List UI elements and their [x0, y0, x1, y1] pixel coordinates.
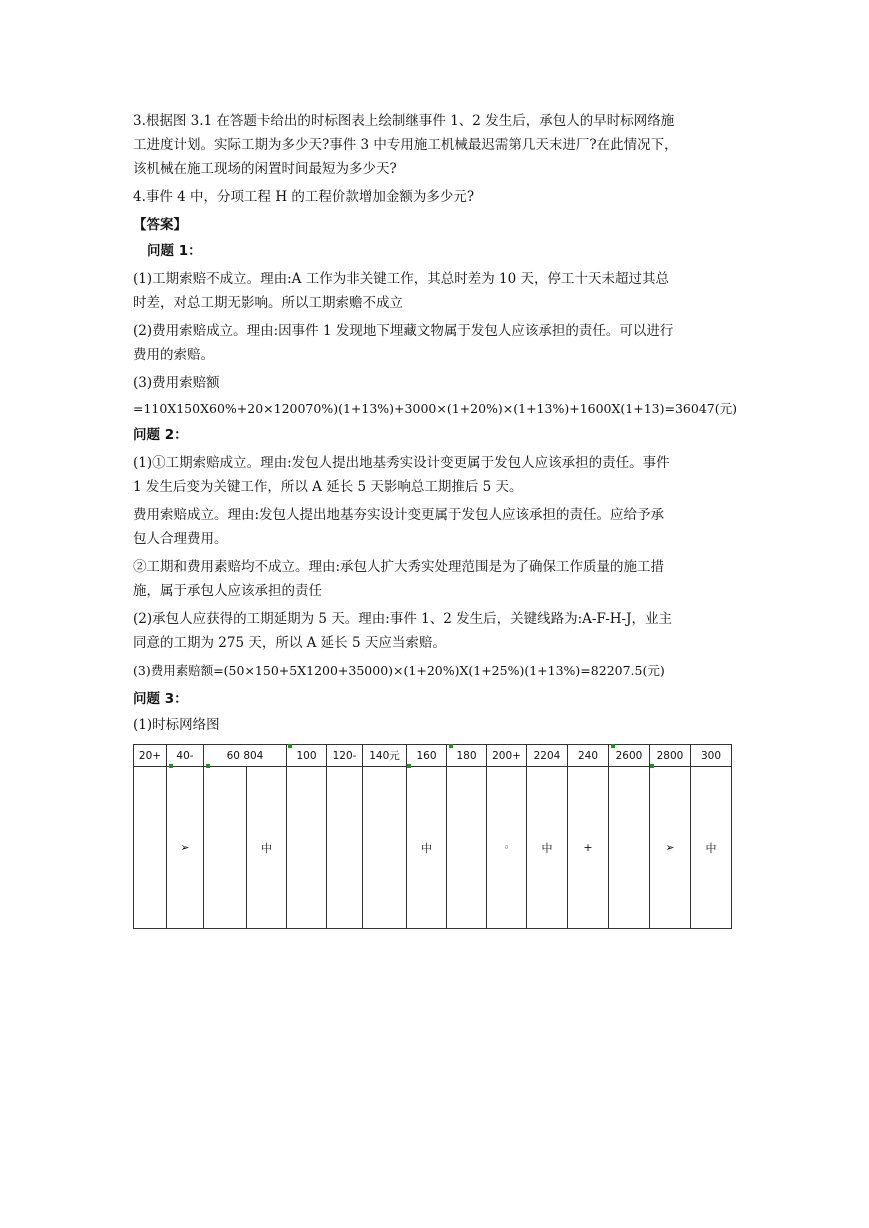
- header-cell: 180: [447, 745, 487, 767]
- header-cell: 100: [287, 745, 327, 767]
- body-cell: [609, 767, 650, 929]
- header-cell: 300: [691, 745, 732, 767]
- p1-item3-formula: =110X150X60%+20×120070%)(1+13%)+3000×(1+20%)×(1+13%)+1600X(1+13)=36047(元): [133, 401, 737, 416]
- p1-item1-line-2: 时差，对总工期无影响。所以工期索赡不成立: [133, 295, 403, 311]
- header-cell: 120-: [327, 745, 363, 767]
- body-cell: ➢: [167, 767, 204, 929]
- header-cell: 2204: [527, 745, 568, 767]
- header-cell: 40-: [167, 745, 204, 767]
- green-node-mark: [288, 744, 292, 748]
- timeline-network-table: [133, 744, 731, 930]
- answer-heading: 【答案】: [133, 217, 187, 233]
- body-cell: ➢: [650, 767, 691, 929]
- p1-item2-line-2: 费用的索赔。: [133, 347, 214, 363]
- body-cell: [327, 767, 363, 929]
- body-cell: ◦: [487, 767, 527, 929]
- green-node-mark: [650, 764, 654, 768]
- p2-item1-line-6: 施，属于承包人应该承担的责任: [133, 583, 322, 599]
- p1-item2-line-1: (2)费用索赔成立。理由:因事件 1 发现地下埋藏文物属于发包人应该承担的责任。可以进行: [133, 323, 674, 339]
- body-cell: [134, 767, 167, 929]
- p2-item1-line-2: 1 发生后变为关键工作，所以 A 延长 5 天影响总工期推后 5 天。: [133, 479, 523, 495]
- problem-1-heading: 问题 1：: [147, 243, 202, 259]
- body-cell: [447, 767, 487, 929]
- p2-item2-line-1: (2)承包人应获得的工期延期为 5 天。理由:事件 1、2 发生后，关键线路为:A-F-H-J，业主: [133, 611, 673, 627]
- question-4-line: 4.事件 4 中，分项工程 H 的工程价款增加金额为多少元?: [133, 189, 475, 205]
- p1-item1-line-1: (1)工期索赔不成立。理由:A 工作为非关键工作，其总时差为 10 天，停工十天未超过其总: [133, 271, 669, 287]
- body-cell: 中: [691, 767, 732, 929]
- question-3-line-3: 该机械在施工现场的闲置时间最短为多少天?: [133, 161, 397, 177]
- body-cell: [287, 767, 327, 929]
- p3-item1-label: (1)时标网络图: [133, 717, 220, 733]
- green-node-mark: [407, 764, 411, 768]
- header-cell: 240: [568, 745, 609, 767]
- body-cell: 中: [407, 767, 447, 929]
- header-cell: 2600: [609, 745, 650, 767]
- header-cell: 140元: [363, 745, 407, 767]
- body-cell: 中: [247, 767, 287, 929]
- header-cell: 60 804: [204, 745, 287, 767]
- green-node-mark: [206, 764, 210, 768]
- green-node-mark: [449, 744, 453, 748]
- p1-item3-line-1: (3)费用索赔额: [133, 375, 220, 391]
- p2-item3-formula: (3)费用素赔额=(50×150+5X1200+35000)×(1+20%)X(1+25%)(1+13%)=82207.5(元): [133, 663, 665, 678]
- p2-item2-line-2: 同意的工期为 275 天，所以 A 延长 5 天应当索赔。: [133, 635, 446, 651]
- problem-3-heading: 问题 3：: [133, 691, 188, 707]
- p2-item1-line-3: 费用索赔成立。理由:发包人提出地基夯实设计变更属于发包人应该承担的责任。应给予承: [133, 507, 665, 523]
- header-cell: 200+: [487, 745, 527, 767]
- body-cell: [204, 767, 247, 929]
- problem-2-heading: 问题 2：: [133, 427, 188, 443]
- p2-item1-line-5: ②工期和费用素赔均不成立。理由:承包人扩大秀实处理范围是为了确保工作质量的施工措: [133, 559, 665, 575]
- body-cell: +: [568, 767, 609, 929]
- p2-item1-line-1: (1)①工期索赔成立。理由:发包人提出地基秀实设计变更属于发包人应该承担的责任。事件: [133, 455, 670, 471]
- header-cell: 160: [407, 745, 447, 767]
- header-cell: 20+: [134, 745, 167, 767]
- green-node-mark: [611, 744, 615, 748]
- green-node-mark: [169, 764, 173, 768]
- body-cell: [363, 767, 407, 929]
- p2-item1-line-4: 包人合理费用。: [133, 531, 228, 547]
- question-3-line-1: 3.根据图 3.1 在答题卡给出的时标图表上绘制继事件 1、2 发生后，承包人的早时标网络施: [133, 113, 675, 129]
- body-cell: 中: [527, 767, 568, 929]
- question-3-line-2: 工进度计划。实际工期为多少天?事件 3 中专用施工机械最迟需第几天末进厂?在此情况下，: [133, 137, 678, 153]
- header-cell: 2800: [650, 745, 691, 767]
